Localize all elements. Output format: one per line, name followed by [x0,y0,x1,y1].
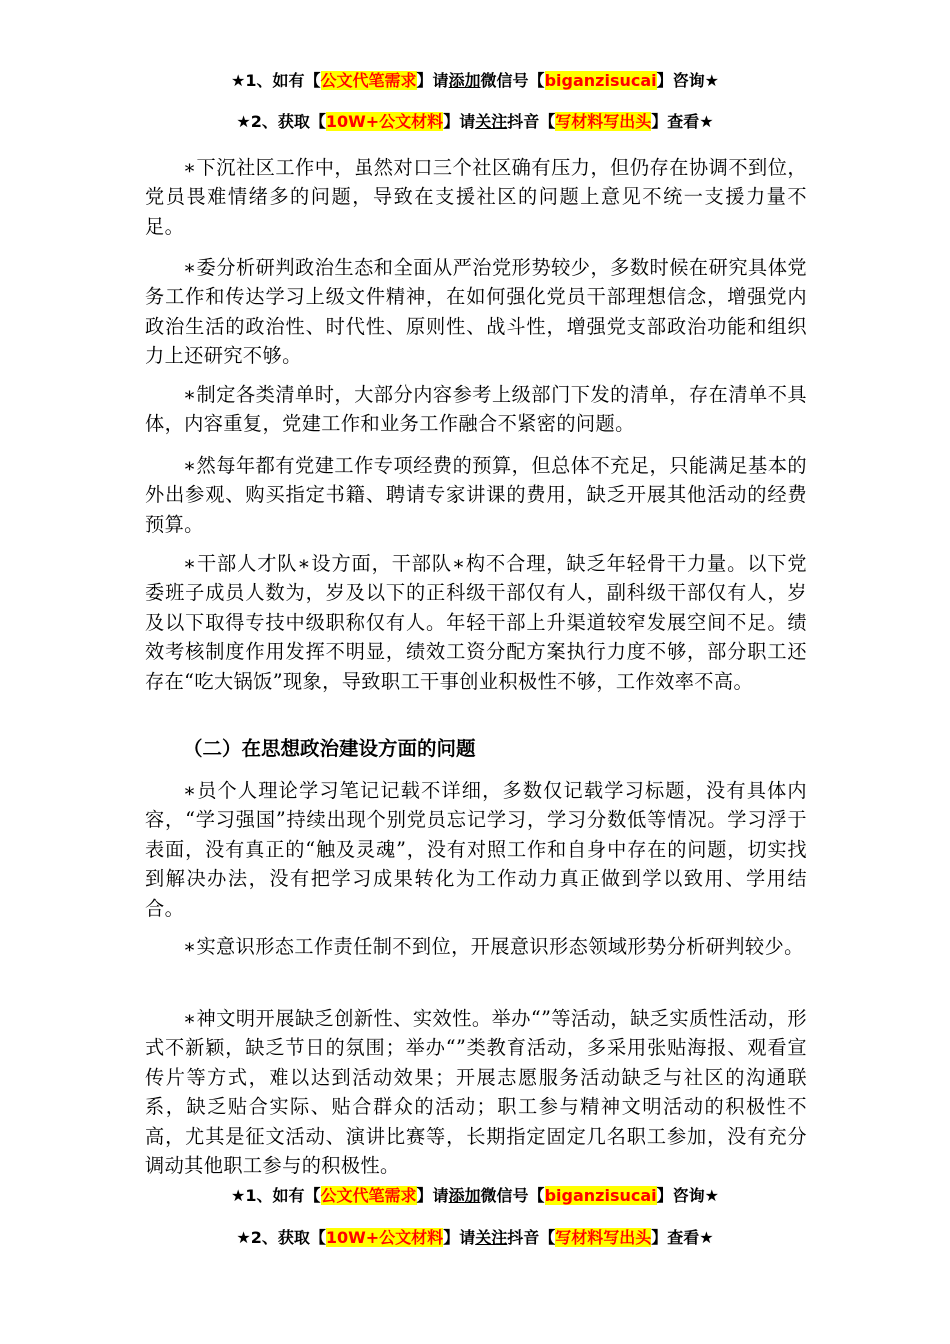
star-icon: ★ [704,1186,719,1205]
promo-text: 抖音【 [507,112,556,131]
promo-text: 】查看 [651,1228,700,1247]
star-icon: ★ [704,71,719,90]
promo-text: 1、如有【 [245,1186,321,1205]
body-paragraph-2: ∗委分析研判政治生态和全面从严治党形势较少，多数时候在研究具体党务工作和传达学习上级文件精神，在如何强化党员干部理想信念，增强党内政治生活的政治性、时代性、原则性、战斗性，增强党支部政治功能和组织力上还研究不够。 [145,256,807,368]
promo-underlined: 添加 [448,71,481,90]
header-promo-line-2 [0,111,950,133]
promo-text: 2、获取【 [250,1228,326,1247]
promo-highlight: biganzisucai [544,1186,657,1205]
promo-text: 微信号【 [480,1186,545,1205]
promo-text: 抖音【 [507,1228,556,1247]
star-icon: ★ [236,1228,251,1247]
promo-text: 1、如有【 [245,71,321,90]
promo-text: 】请 [416,1186,449,1205]
promo-text: 】请 [416,71,449,90]
body-paragraph-5: ∗干部人才队∗设方面，干部队∗构不合理，缺乏年轻骨干力量。以下党委班子成员人数为，岁及以下的正科级干部仅有人，副科级干部仅有人，岁及以下取得专技中级职称仅有人。年轻干部上升渠道较窄发展空间不足。绩效考核制度作用发挥不明显，绩效工资分配方案执行力度不够，部分职工还存在“吃大锅饭”现象，导致职工干事创业积极性不够，工作效率不高。 [145,552,807,693]
star-icon: ★ [236,112,251,131]
promo-underlined: 关注 [475,1228,508,1247]
promo-text: 2、获取【 [250,112,326,131]
body-paragraph-7: ∗实意识形态工作责任制不到位，开展意识形态领域形势分析研判较少。 [183,935,804,958]
body-paragraph-4: ∗然每年都有党建工作专项经费的预算，但总体不充足，只能满足基本的外出参观、购买指定书籍、聘请专家讲课的费用，缺乏开展其他活动的经费预算。 [145,454,807,536]
promo-text: 】请 [443,112,476,131]
body-paragraph-1: ∗下沉社区工作中，虽然对口三个社区确有压力，但仍存在协调不到位，党员畏难情绪多的问题，导致在支援社区的问题上意见不统一支援力量不足。 [145,156,807,238]
promo-text: 】请 [443,1228,476,1247]
promo-highlight: 公文代笔需求 [320,71,417,90]
header-promo-line-1 [0,70,950,92]
promo-highlight: 写材料写出头 [555,112,652,131]
body-paragraph-3: ∗制定各类清单时，大部分内容参考上级部门下发的清单，存在清单不具体，内容重复，党建工作和业务工作融合不紧密的问题。 [145,383,807,436]
promo-highlight: 10W+公文材料 [325,112,444,131]
promo-text: 】咨询 [656,71,705,90]
promo-underlined: 添加 [448,1186,481,1205]
star-icon: ★ [699,112,714,131]
section-heading: （二）在思想政治建设方面的问题 [183,737,476,760]
footer-promo-line-1 [0,1185,950,1207]
star-icon: ★ [699,1228,714,1247]
promo-underlined: 关注 [475,112,508,131]
promo-highlight: 10W+公文材料 [325,1228,444,1247]
promo-highlight: biganzisucai [544,71,657,90]
star-icon: ★ [231,1186,246,1205]
star-icon: ★ [231,71,246,90]
promo-text: 】查看 [651,112,700,131]
promo-highlight: 公文代笔需求 [320,1186,417,1205]
body-paragraph-8: ∗神文明开展缺乏创新性、实效性。举办“”等活动，缺乏实质性活动，形式不新颖，缺乏节日的氛围；举办“”类教育活动，多采用张贴海报、观看宣传片等方式，难以达到活动效果；开展志愿服务活动缺乏与社区的沟通联系，缺乏贴合实际、贴合群众的活动；职工参与精神文明活动的积极性不高，尤其是征文活动、演讲比赛等，长期指定固定几名职工参加，没有充分调动其他职工参与的积极性。 [145,1007,807,1178]
footer-promo-line-2 [0,1227,950,1249]
promo-highlight: 写材料写出头 [555,1228,652,1247]
promo-text: 微信号【 [480,71,545,90]
promo-text: 】咨询 [656,1186,705,1205]
body-paragraph-6: ∗员个人理论学习笔记记载不详细，多数仅记载学习标题，没有具体内容，“学习强国”持续出现个别党员忘记学习，学习分数低等情况。学习浮于表面，没有真正的“触及灵魂”，没有对照工作和自身中存在的问题，切实找到解决办法，没有把学习成果转化为工作动力真正做到学以致用、学用结合。 [145,779,807,920]
